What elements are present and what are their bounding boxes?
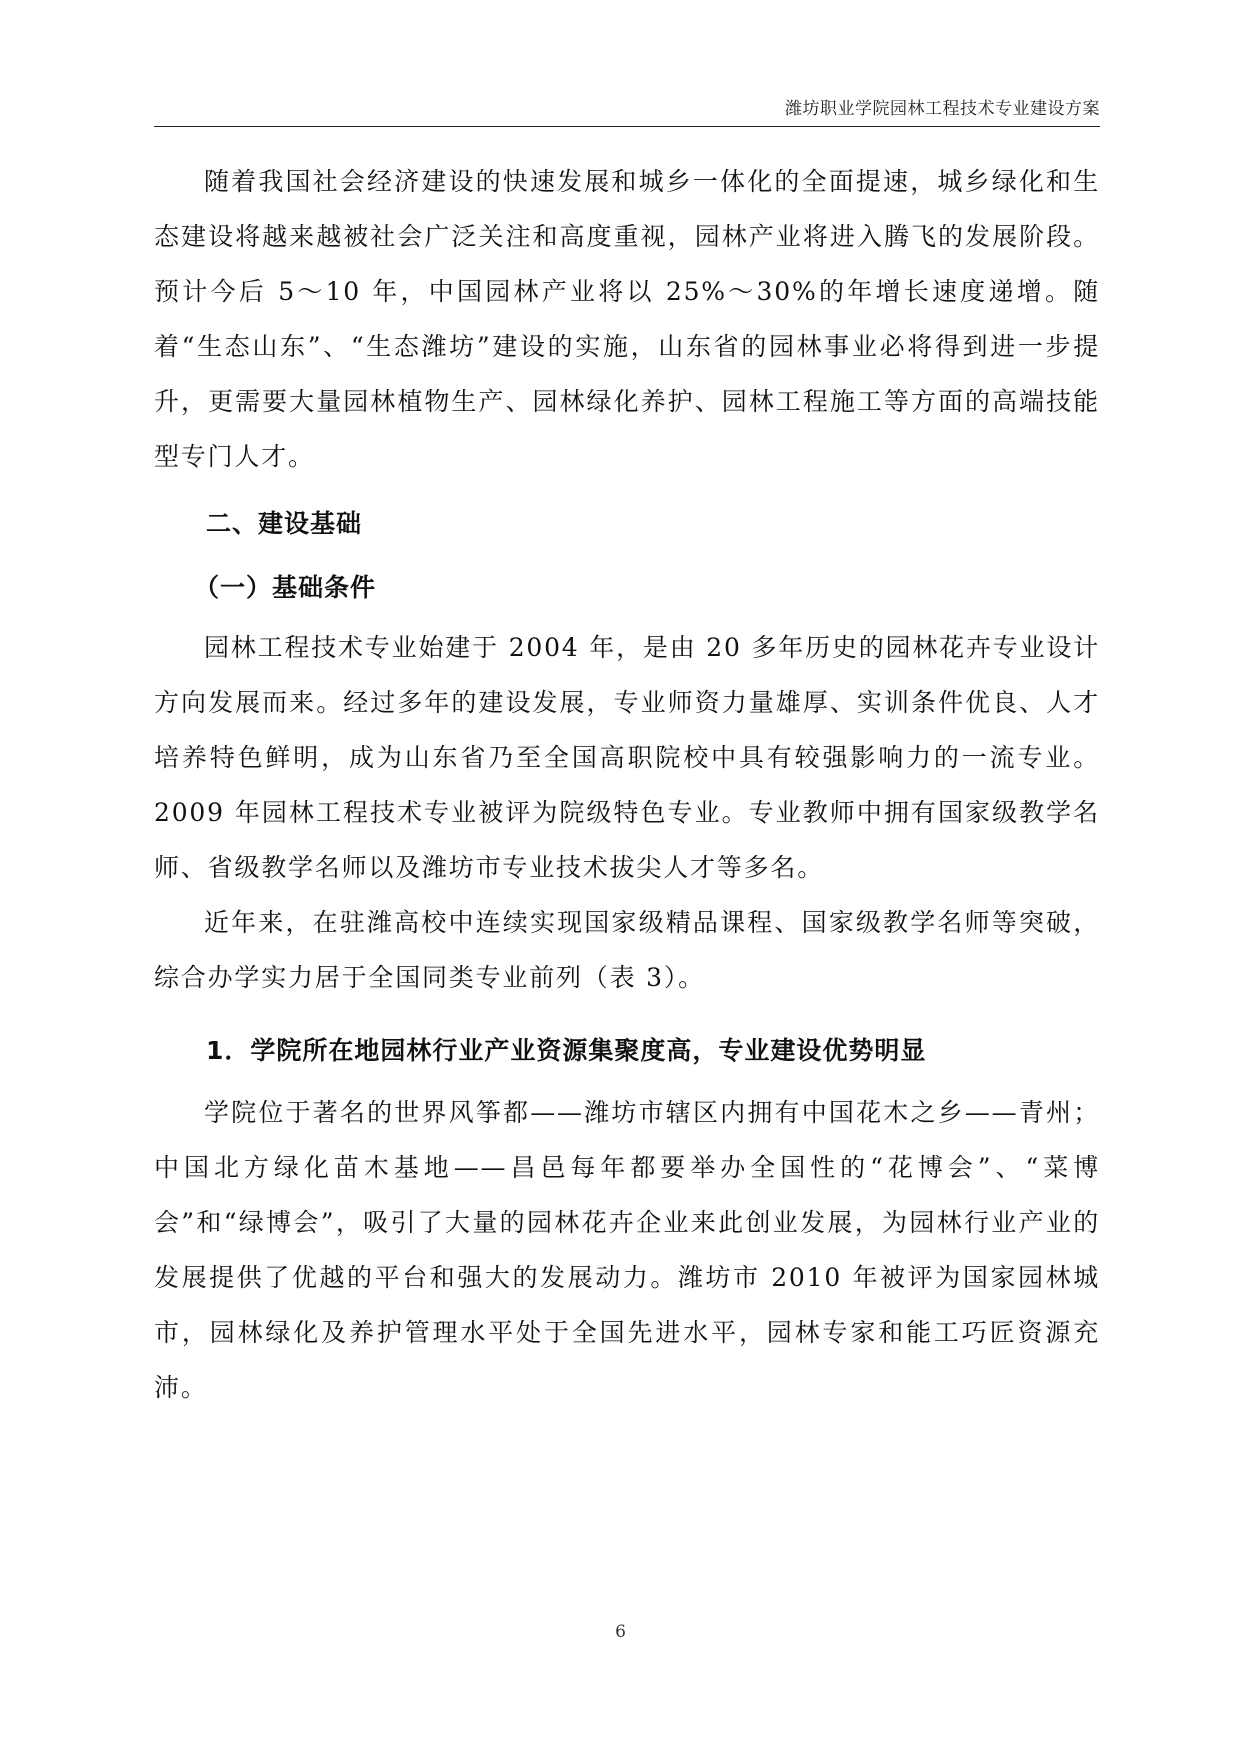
document-body [154,154,1100,1415]
paragraph-location: 学院位于著名的世界风筝都——潍坊市辖区内拥有中国花木之乡——青州；中国北方绿化苗木基地——昌邑每年都要举办全国性的“花博会”、“菜博会”和“绿博会”，吸引了大量的园林花卉企业来此创业发展，为园林行业产业的发展提供了优越的平台和强大的发展动力。潍坊市 2010 年被评为国家园林城市，园林绿化及养护管理水平处于全国先进水平，园林专家和能工巧匠资源充沛。 [154,1098,1100,1402]
intro-paragraph: 随着我国社会经济建设的快速发展和城乡一体化的全面提速，城乡绿化和生态建设将越来越被社会广泛关注和高度重视，园林产业将进入腾飞的发展阶段。预计今后 5～10 年，中国园林产业将以 25%～30%的年增长速度递增。随着“生态山东”、“生态潍坊”建设的实施，山东省的园林事业必将得到进一步提升，更需要大量园林植物生产、园林绿化养护、园林工程施工等方面的高端技能型专门人才。 [154,167,1100,471]
paragraph-foundation: 园林工程技术专业始建于 2004 年，是由 20 多年历史的园林花卉专业设计方向发展而来。经过多年的建设发展，专业师资力量雄厚、实训条件优良、人才培养特色鲜明，成为山东省乃至全国高职院校中具有较强影响力的一流专业。2009 年园林工程技术专业被评为院级特色专业。专业教师中拥有国家级教学名师、省级教学名师以及潍坊市专业技术拔尖人才等多名。 [154,633,1100,882]
subsection-heading: （一）基础条件 [194,573,377,602]
section-heading: 二、建设基础 [206,509,363,538]
paragraph-recent-years: 近年来，在驻潍高校中连续实现国家级精品课程、国家级教学名师等突破，综合办学实力居于全国同类专业前列（表 3）。 [154,908,1100,992]
page-number: 6 [615,1622,626,1642]
item-heading: 1．学院所在地园林行业产业资源集聚度高，专业建设优势明显 [206,1036,927,1065]
running-header: 潍坊职业学院园林工程技术专业建设方案 [154,96,1100,127]
